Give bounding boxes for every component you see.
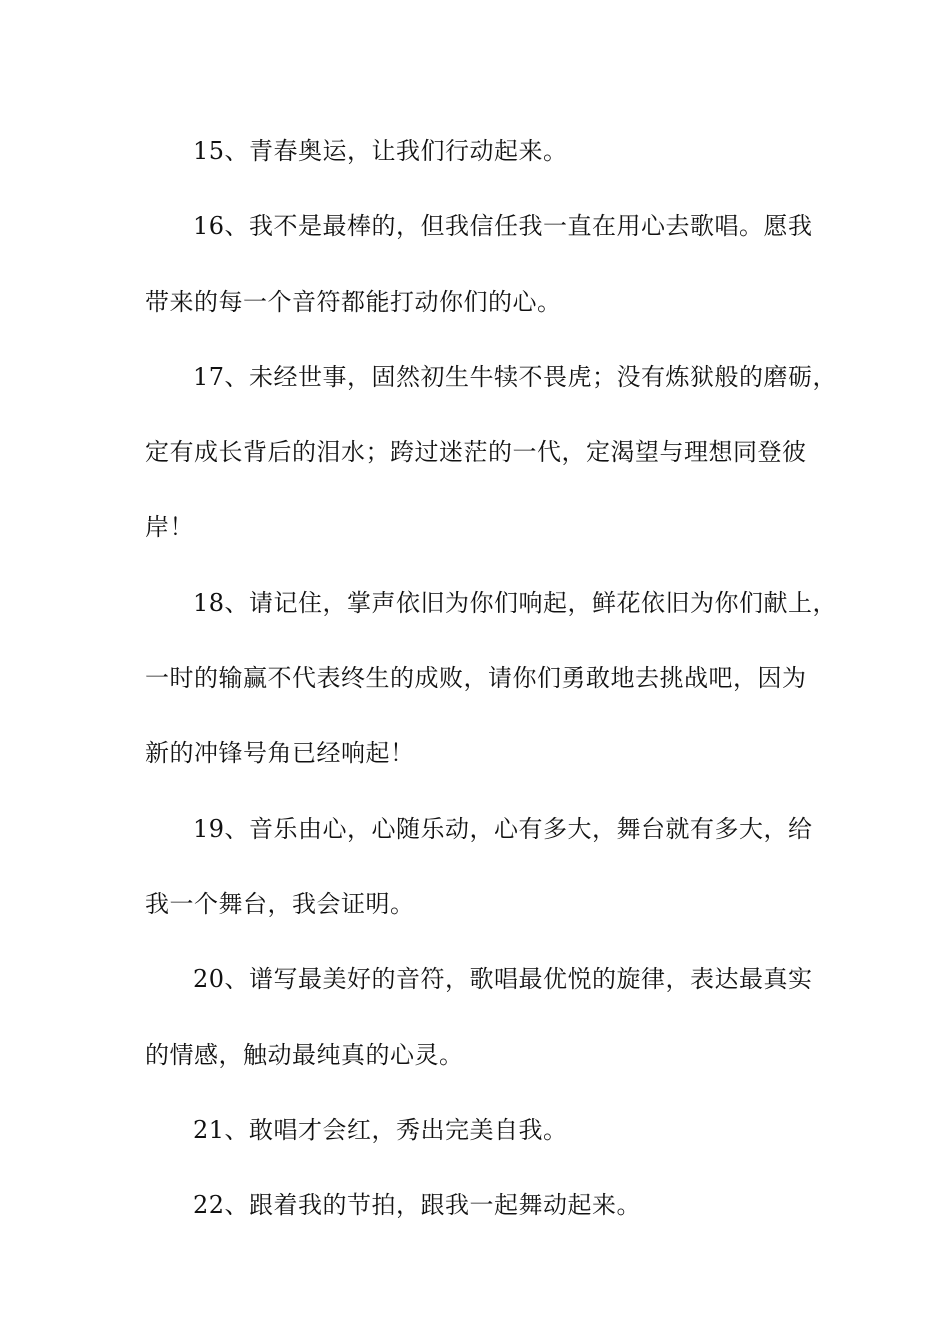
paragraph-19-line-2: 我一个舞台，我会证明。 (145, 889, 415, 918)
paragraph-20-line-1: 20、谱写最美好的音符，歌唱最优悦的旋律，表达最真实 (193, 965, 813, 994)
paragraph-18-line-2: 一时的输赢不代表终生的成败，请你们勇敢地去挑战吧，因为 (145, 664, 807, 693)
paragraph-17-line-3: 岸！ (145, 513, 194, 542)
paragraph-21-line-1: 21、敢唱才会红，秀出完美自我。 (193, 1115, 568, 1144)
paragraph-20-line-2: 的情感，触动最纯真的心灵。 (145, 1040, 464, 1069)
paragraph-19-line-1: 19、音乐由心，心随乐动，心有多大，舞台就有多大，给 (193, 814, 813, 843)
paragraph-16-line-2: 带来的每一个音符都能打动你们的心。 (145, 287, 562, 316)
paragraph-22-line-1: 22、跟着我的节拍，跟我一起舞动起来。 (193, 1191, 642, 1220)
paragraph-16-line-1: 16、我不是最棒的，但我信任我一直在用心去歌唱。愿我 (193, 212, 813, 241)
document-body (145, 126, 838, 1255)
paragraph-17-line-2: 定有成长背后的泪水；跨过迷茫的一代，定渴望与理想同登彼 (145, 438, 807, 467)
paragraph-18-line-1: 18、请记住，掌声依旧为你们响起，鲜花依旧为你们献上， (193, 588, 838, 617)
paragraph-17-line-1: 17、未经世事，固然初生牛犊不畏虎；没有炼狱般的磨砺， (193, 362, 838, 391)
paragraph-15-line-1: 15、青春奥运，让我们行动起来。 (193, 137, 568, 165)
paragraph-18-line-3: 新的冲锋号角已经响起！ (145, 739, 415, 768)
